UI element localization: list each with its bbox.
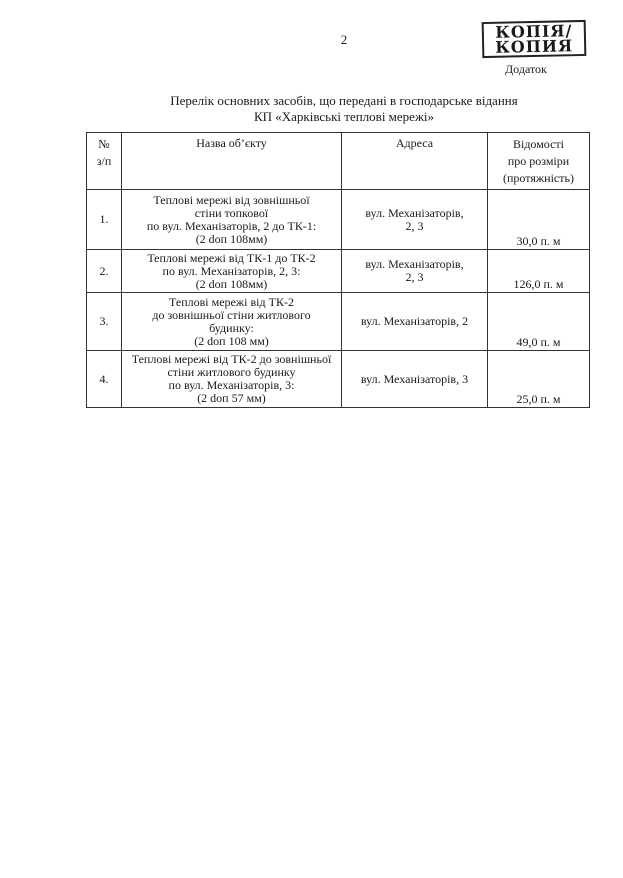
table-header-row (87, 133, 590, 190)
row-address: вул. Механізаторів, 3 (342, 351, 488, 408)
table-row (87, 190, 590, 250)
row-number: 4. (87, 351, 122, 408)
row-info: 126,0 п. м (488, 250, 590, 293)
header-name: Назва об’єкту (122, 133, 342, 190)
table-row (87, 293, 590, 351)
row-number: 1. (87, 190, 122, 250)
row-info: 30,0 п. м (488, 190, 590, 250)
row-number: 2. (87, 250, 122, 293)
row-info: 25,0 п. м (488, 351, 590, 408)
header-address: Адреса (342, 133, 488, 190)
appendix-label: Додаток (505, 62, 547, 76)
table-row (87, 351, 590, 408)
row-address: вул. Механізаторів, 2, 3 (342, 190, 488, 250)
stamp-line-2: КОПИЯ (495, 36, 574, 57)
row-info: 49,0 п. м (488, 293, 590, 351)
stamp-line-1: КОПІЯ/ (495, 21, 573, 42)
header-info: Відомості про розміри (протяжність) (488, 133, 590, 190)
table-row (87, 250, 590, 293)
assets-table (86, 132, 590, 408)
row-name: Теплові мережі від ТК-2 до зовнішньої стіни житлового будинку по вул. Механізаторів, 3: (2 dоп 57 мм) (122, 351, 342, 408)
document-subtitle: КП «Харківські теплові мережі» (253, 109, 435, 124)
row-name: Теплові мережі від зовнішньої стіни топкової по вул. Механізаторів, 2 до ТК-1: (2 dоп 108мм) (122, 190, 342, 250)
document-title: Перелік основних засобів, що передані в господарське відання (170, 93, 518, 108)
row-number: 3. (87, 293, 122, 351)
row-address: вул. Механізаторів, 2, 3 (342, 250, 488, 293)
row-address: вул. Механізаторів, 2 (342, 293, 488, 351)
page-number: 2 (340, 32, 348, 47)
header-number: № з/п (87, 133, 122, 190)
row-name: Теплові мережі від ТК-2 до зовнішньої стіни житлового будинку: (2 dоп 108 мм) (122, 293, 342, 351)
row-name: Теплові мережі від ТК-1 до ТК-2 по вул. Механізаторів, 2, 3: (2 dоп 108мм) (122, 250, 342, 293)
copy-stamp (482, 20, 587, 58)
